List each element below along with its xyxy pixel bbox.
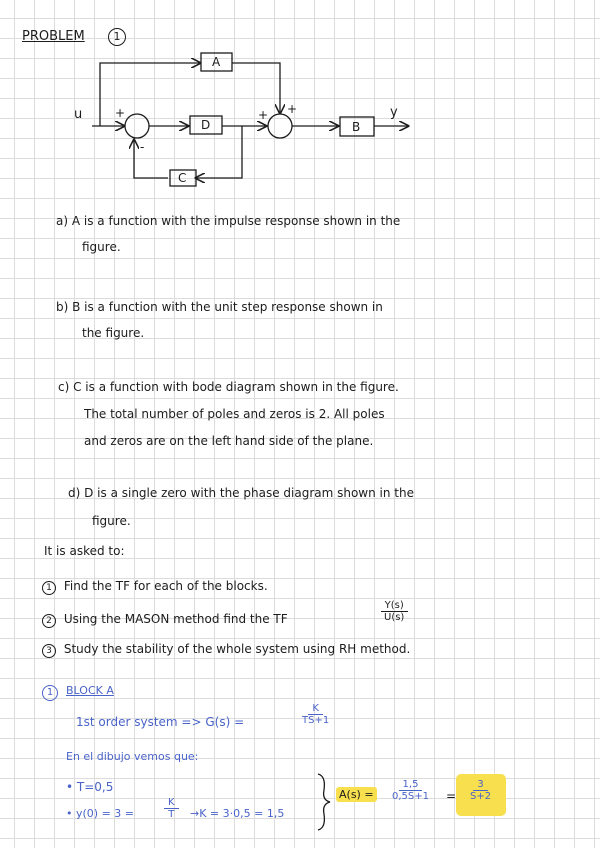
problem-title-text: PROBLEM — [22, 29, 85, 44]
tf-denominator: U(s) — [384, 612, 405, 623]
sign-sum2-d: + — [258, 108, 269, 122]
y0-equation-suffix: →K = 3·0,5 = 1,5 — [190, 807, 285, 820]
item-d-line2: figure. — [92, 514, 131, 528]
item-b-line2: the figure. — [82, 326, 145, 340]
item-c-line2: The total number of poles and zeros is 2. All poles — [84, 407, 385, 421]
first-order-line: 1st order system => G(s) = — [76, 715, 245, 729]
task-3-number: 3 — [42, 644, 56, 658]
task-1-number: 1 — [42, 581, 56, 595]
equals-sign: = — [446, 789, 457, 803]
block-d-label: D — [201, 118, 211, 132]
y0-numerator: K — [164, 797, 179, 809]
y0-denominator: T — [168, 809, 175, 820]
sign-sum1-feedback: - — [140, 140, 145, 154]
input-label: u — [74, 107, 83, 122]
output-label: y — [390, 105, 398, 120]
as-fraction — [388, 779, 433, 802]
sign-sum2-a: + — [287, 102, 298, 116]
task-1-text: Find the TF for each of the blocks. — [63, 579, 268, 593]
task-2-number: 2 — [42, 614, 56, 628]
tf-numerator: Y(s) — [381, 600, 408, 612]
as-denominator: 0,5S+1 — [392, 791, 429, 802]
item-a-line1: a) A is a function with the impulse response shown in the — [56, 214, 401, 228]
asked-heading: It is asked to: — [44, 544, 125, 558]
task-3-text: Study the stability of the whole system using RH method. — [63, 642, 411, 656]
final-denominator: S+2 — [470, 791, 492, 802]
block-c-label: C — [178, 171, 187, 185]
problem-number: 1 — [113, 30, 121, 43]
drawing-note: En el dibujo vemos que: — [66, 750, 199, 763]
item-d-line1: d) D is a single zero with the phase diagram shown in the — [68, 486, 414, 500]
item-a-line2: figure. — [82, 240, 121, 254]
tau-value: • T=0,5 — [66, 780, 114, 794]
sign-sum1-input: + — [115, 106, 126, 120]
solution-marker-number: 1 — [46, 687, 54, 698]
item-c-line3: and zeros are on the left hand side of the plane. — [84, 434, 374, 448]
block-b-label: B — [352, 120, 361, 134]
as-label — [336, 787, 377, 802]
final-fraction — [466, 779, 495, 802]
g-numerator: K — [308, 703, 323, 715]
as-numerator: 1,5 — [399, 779, 423, 791]
task-2-text: Using the MASON method find the TF — [63, 612, 288, 626]
g-denominator: TS+1 — [302, 715, 330, 726]
block-a-label: A — [212, 55, 221, 69]
block-a-heading: BLOCK A — [66, 684, 114, 697]
as-label-text: A(s) = — [336, 787, 377, 802]
item-b-line1: b) B is a function with the unit step response shown in — [56, 300, 383, 314]
item-c-line1: c) C is a function with bode diagram shown in the figure. — [58, 380, 399, 394]
final-numerator: 3 — [473, 779, 487, 791]
y0-equation-prefix: • y(0) = 3 = — [66, 807, 134, 820]
